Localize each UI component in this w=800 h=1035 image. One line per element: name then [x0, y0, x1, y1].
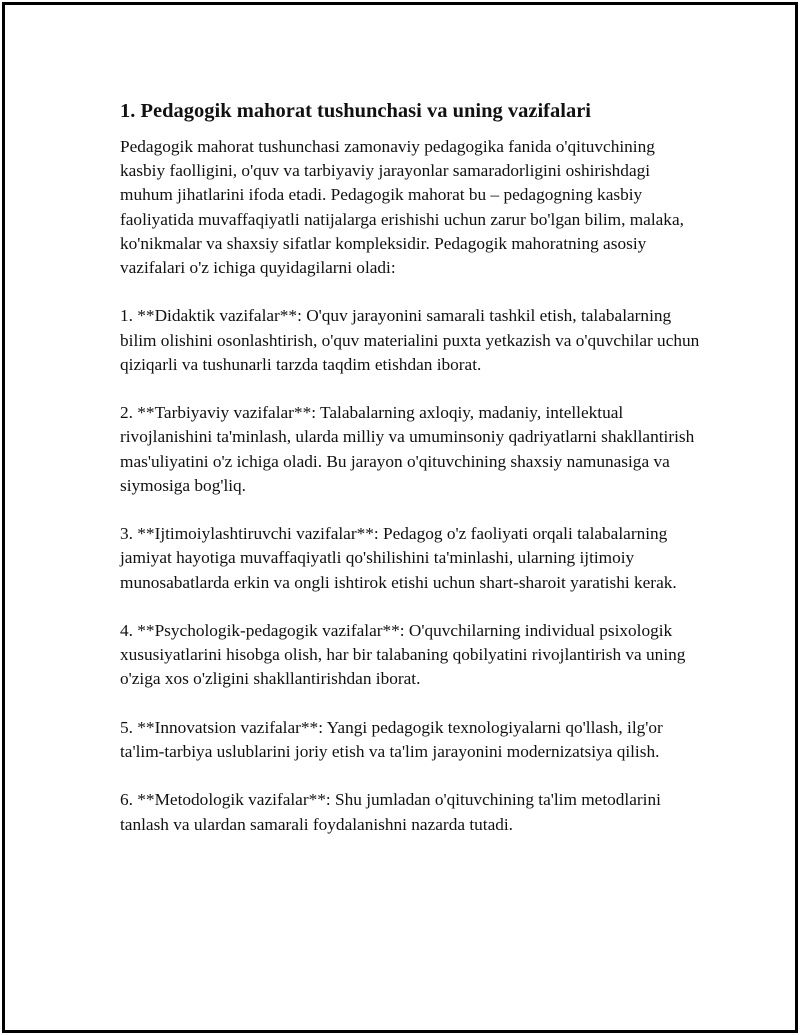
section-heading: 1. Pedagogik mahorat tushunchasi va uning vazifalari — [120, 100, 591, 122]
methodological-tasks-paragraph: 6. **Metodologik vazifalar**: Shu jumladan o'qituvchining ta'lim metodlarini tanlash va ulardan samarali foydalanishni nazarda tutadi. — [120, 790, 661, 834]
document-content — [120, 97, 700, 837]
innovative-tasks-paragraph: 5. **Innovatsion vazifalar**: Yangi pedagogik texnologiyalarni qo'llash, ilg'or ta'lim-tarbiya uslublarini joriy etish va ta'lim jarayonini modernizatsiya qilish. — [120, 717, 663, 761]
intro-paragraph: Pedagogik mahorat tushunchasi zamonaviy pedagogika fanida o'qituvchining kasbiy faolligini, o'quv va tarbiyaviy jarayonlar samaradorligini oshirishdagi muhum jihatlarini ifoda etadi. Pedagogik mahorat bu – pedagogning kasbiy faoliyatida muvaffaqiyatli natijalarga erishishi uchun zarur bo'lgan bilim, malaka, ko'nikmalar va shaxsiy sifatlar kompleksidir. Pedagogik mahoratning asosiy vazifalari o'z ichiga quyidagilarni oladi: — [120, 137, 684, 278]
page-frame — [2, 2, 798, 1033]
didactic-tasks-paragraph: 1. **Didaktik vazifalar**: O'quv jarayonini samarali tashkil etish, talabalarning bilim olishini osonlashtirish, o'quv materialini puxta yetkazish va o'quvchilar uchun qiziqarli va tushunarli tarzda taqdim etishdan iborat. — [120, 306, 700, 374]
socializing-tasks-paragraph: 3. **Ijtimoiylashtiruvchi vazifalar**: Pedagog o'z faoliyati orqali talabalarning jamiyat hayotiga muvaffaqiyatli qo'shilishini ta'minlashi, ularning ijtimoiy munosabatlarda erkin va ongli ishtirok etishi uchun shart-sharoit yaratishi kerak. — [120, 524, 677, 592]
educational-tasks-paragraph: 2. **Tarbiyaviy vazifalar**: Talabalarning axloqiy, madaniy, intellektual rivojlanishini ta'minlash, ularda milliy va umuminsoniy qadriyatlarni shakllantirish mas'uliyatini o'z ichiga oladi. Bu jarayon o'qituvchining shaxsiy namunasiga va siymosiga bog'liq. — [120, 403, 695, 495]
psychological-pedagogical-tasks-paragraph: 4. **Psychologik-pedagogik vazifalar**: O'quvchilarning individual psixologik xususiyatlarini hisobga olish, har bir talabaning qobilyatini rivojlantirish va uning o'ziga xos o'zligini shakllantirishdan iborat. — [120, 621, 686, 689]
